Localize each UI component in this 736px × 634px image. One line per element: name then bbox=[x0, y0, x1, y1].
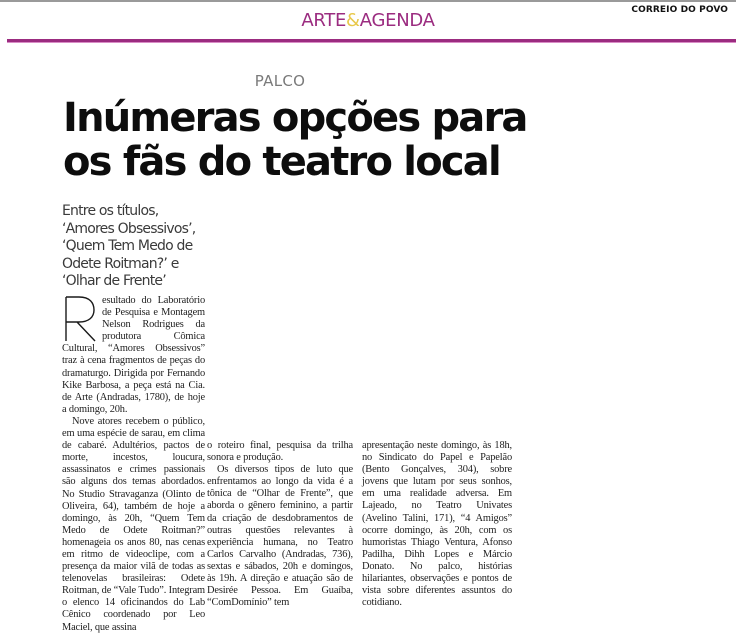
article-headline bbox=[63, 96, 543, 184]
section-title-part1: ARTE bbox=[301, 10, 347, 31]
deck-line: Odete Roitman?’ e bbox=[62, 255, 179, 272]
deck-line: ‘Quem Tem Medo de bbox=[62, 238, 193, 254]
body-column-3 bbox=[362, 440, 512, 609]
deck-line: Entre os títulos, bbox=[62, 203, 159, 219]
paragraph-text: esultado do Laboratório de Pesquisa e Montagem Nelson Rodrigues da produtora Cômica Cultural, “Amores Obsessivos” traz à cena fragmentos de peças do dramaturgo. Dirigida por Fernando Kike Barbosa, a peça está na Cia. de Arte (Andradas, 1780), de hoje a domingo, 20h. bbox=[62, 295, 205, 415]
section-title-part2: AGENDA bbox=[359, 10, 435, 31]
section-title bbox=[0, 10, 736, 32]
body-paragraph-2-continued: o roteiro final, pesquisa da trilha sonora e produção. bbox=[207, 440, 353, 464]
dropcap bbox=[62, 295, 98, 343]
body-column-2 bbox=[207, 440, 353, 609]
deck-line: ‘Amores Obsessivos’, bbox=[62, 220, 196, 237]
deck-line: ‘Olhar de Frente’ bbox=[62, 273, 166, 289]
newspaper-brand: CORREIO DO POVO bbox=[631, 5, 728, 15]
section-title-ampersand: & bbox=[346, 10, 360, 31]
body-paragraph-2: Nove atores recebem o público, em uma espécie de sarau, em clima de cabaré. Adultérios, pactos de morte, incestos, loucura, assassinatos e crimes passionais são alguns dos temas abordados. No Studio Stravaganza (Olinto de Oliveira, 64), também de hoje a domingo, às 20h, “Quem Tem Medo de Odete Roitman?” homenageia os anos 80, nas cenas em ritmo de videoclipe, com a presença da maior vilã de todas as telenovelas brasileiras: Odete Roitman, de “Vale Tudo”. Integram o elenco 14 oficinandos do Lab Cênico coordenado por Leo Maciel, que assina bbox=[62, 415, 205, 633]
article-kicker: PALCO bbox=[254, 72, 306, 90]
body-paragraph-3-continued: apresentação neste domingo, às 18h, no Sindicato do Papel e Papelão (Bento Gonçalves, 304), sobre jovens que lutam por seus sonhos, em uma realidade adversa. Em Lajeado, no Teatro Univates (Avelino Talini, 171), “4 Amigos” ocorre domingo, às 20h, com os humoristas Thiago Ventura, Afonso Padilha, Dihh Lopes e Márcio Donato. No palco, histórias hilariantes, observações e pontos de vista sobre diferentes assuntos do cotidiano. bbox=[362, 440, 512, 609]
top-border-line bbox=[0, 0, 736, 2]
body-column-1 bbox=[62, 295, 205, 634]
headline-line-2: os fãs do teatro local bbox=[63, 139, 500, 185]
article-deck bbox=[62, 203, 212, 291]
headline-line-1: Inúmeras opções para bbox=[63, 95, 527, 141]
section-divider bbox=[7, 39, 736, 42]
body-paragraph-1 bbox=[62, 295, 205, 416]
dropcap-r-glyph bbox=[62, 295, 98, 343]
body-paragraph-3: Os diversos tipos de luto que enfrentamos ao longo da vida é a tônica de “Olhar de Frente”, que aborda o gênero feminino, a partir da criação de desdobramentos de outras questões relevantes à experiência humana, no Teatro Carlos Carvalho (Andradas, 736), sextas e sábados, 20h e domingos, às 19h. A direção e atuação são de Desirée Pessoa. Em Guaíba, “ComDomínio” tem bbox=[207, 464, 353, 609]
